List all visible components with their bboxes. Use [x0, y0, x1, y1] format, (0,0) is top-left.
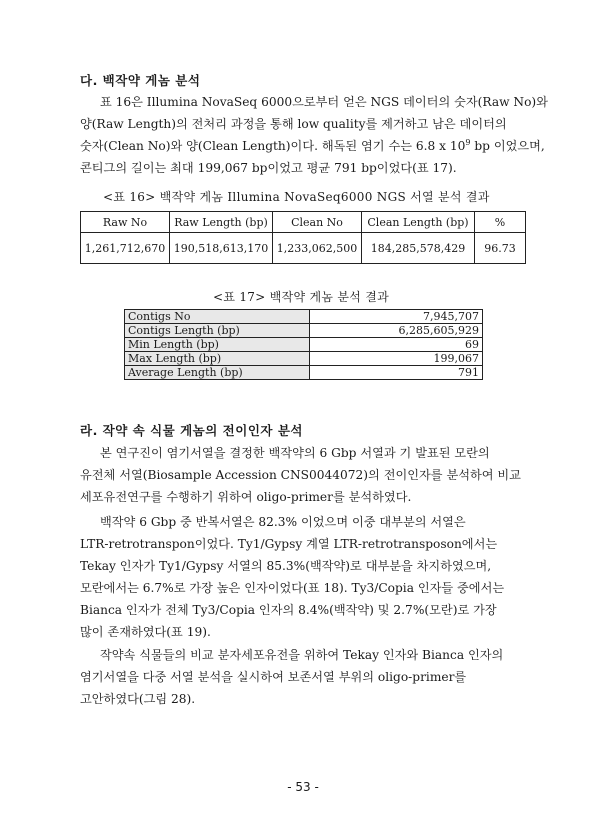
paragraph-line-tail: bp 이었으며,: [470, 139, 545, 153]
paragraph-line: 양(Raw Length)의 전처리 과정을 통해 low quality를 제거하고 남은 데이터의: [80, 117, 507, 131]
table-cell: 1,233,062,500: [273, 233, 362, 264]
section-e-paragraph-2: [80, 511, 526, 643]
row-label: Contigs Length (bp): [125, 324, 310, 338]
row-value: 199,067: [310, 352, 483, 366]
paragraph-line: 유전체 서열(Biosample Accession CNS0044072)의 전이인자를 분석하여 비교: [80, 468, 521, 482]
paragraph-line: 염기서열을 다중 서열 분석을 실시하여 보존서열 부위의 oligo-primer를: [80, 670, 467, 684]
row-label: Max Length (bp): [125, 352, 310, 366]
table-row: [125, 366, 483, 380]
paragraph-line: [80, 135, 545, 157]
header-cell: Clean Length (bp): [362, 212, 475, 233]
exponent: 9: [465, 138, 471, 147]
paragraph-line: 작약속 식물들의 비교 분자세포유전을 위하여 Tekay 인자와 Bianca 인자의: [100, 648, 504, 662]
paragraph-line: Bianca 인자가 전체 Ty3/Copia 인자의 8.4%(백작약) 및 2.7%(모란)로 가장: [80, 603, 497, 617]
section-heading-d: 다. 백작약 게놈 분석: [80, 73, 201, 88]
header-cell: Raw No: [81, 212, 170, 233]
row-label: Min Length (bp): [125, 338, 310, 352]
row-label: Average Length (bp): [125, 366, 310, 380]
table-cell: 96.73: [475, 233, 526, 264]
paragraph-line: 표 16은 Illumina NovaSeq 6000으로부터 얻은 NGS 데이터의 숫자(Raw No)와: [100, 95, 548, 109]
paragraph-line: 본 연구진이 염기서열을 결정한 백작약의 6 Gbp 서열과 기 발표된 모란의: [100, 446, 490, 460]
table-17-caption: <표 17> 백작약 게놈 분석 결과: [213, 290, 390, 304]
paragraph-line: 많이 존재하였다(표 19).: [80, 625, 211, 639]
table-17: [124, 309, 483, 380]
table-row: [125, 310, 483, 324]
page-number: - 53 -: [287, 780, 319, 794]
table-row: [125, 324, 483, 338]
row-value: 69: [310, 338, 483, 352]
paragraph-line: 모란에서는 6.7%로 가장 높은 인자이었다(표 18). Ty3/Copia 인자들 중에서는: [80, 581, 505, 595]
paragraph-line: 백작약 6 Gbp 중 반복서열은 82.3% 이었으며 이중 대부분의 서열은: [100, 515, 466, 529]
section-d-paragraph: [80, 91, 548, 179]
row-label: Contigs No: [125, 310, 310, 324]
table-16: [80, 211, 526, 264]
section-e-paragraph-3: [80, 644, 526, 710]
row-value: 6,285,605,929: [310, 324, 483, 338]
table-header-row: [81, 212, 526, 233]
table-16-caption: <표 16> 백작약 게놈 Illumina NovaSeq6000 NGS 서열 분석 결과: [103, 190, 490, 204]
header-cell: %: [475, 212, 526, 233]
table-row: [125, 352, 483, 366]
table-cell: 1,261,712,670: [81, 233, 170, 264]
table-cell: 190,518,613,170: [170, 233, 273, 264]
row-value: 791: [310, 366, 483, 380]
header-cell: Raw Length (bp): [170, 212, 273, 233]
paragraph-line: LTR-retrotranspon이었다. Ty1/Gypsy 계열 LTR-retrotransposon에서는: [80, 537, 498, 551]
header-cell: Clean No: [273, 212, 362, 233]
table-cell: 184,285,578,429: [362, 233, 475, 264]
row-value: 7,945,707: [310, 310, 483, 324]
paragraph-line: 콘티그의 길이는 최대 199,067 bp이었고 평균 791 bp이었다(표 17).: [80, 161, 457, 175]
table-row: [125, 338, 483, 352]
paragraph-line: 고안하였다(그림 28).: [80, 692, 196, 706]
section-heading-e: 라. 작약 속 식물 게놈의 전이인자 분석: [80, 423, 303, 438]
paragraph-line-text: 숫자(Clean No)와 양(Clean Length)이다. 해독된 염기 수는 6.8 x 10: [80, 139, 466, 153]
table-row: [81, 233, 526, 264]
section-e-paragraph-1: [80, 442, 526, 508]
paragraph-line: 세포유전연구를 수행하기 위하여 oligo-primer를 분석하였다.: [80, 490, 412, 504]
paragraph-line: Tekay 인자가 Ty1/Gypsy 서열의 85.3%(백작약)로 대부분을 차지하였으며,: [80, 559, 492, 573]
